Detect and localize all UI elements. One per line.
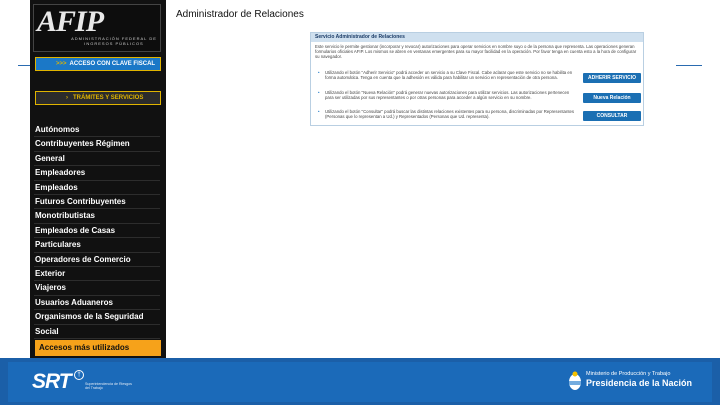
- nueva-relacion-button[interactable]: Nueva Relación: [583, 93, 641, 103]
- sidebar-item-usuarios-aduaneros[interactable]: Usuarios Aduaneros: [34, 296, 160, 310]
- row-nueva-relacion-text: • Utilizando el botón "Nueva Relación" podrá generar nuevas autorizaciones para utilizar servicios. Las autorizaciones pertenecen para ser utilizadas por sus representantes o por otras personas para acceder a algún servicio en su nombre.: [315, 90, 577, 100]
- ministerio-label: Ministerio de Producción y Trabajo: [586, 371, 671, 377]
- srt-subtitle: Superintendencia de Riesgos del Trabajo: [85, 382, 132, 391]
- afip-logo[interactable]: [33, 4, 161, 52]
- sidebar-item-empleados-casas[interactable]: Empleados de Casas: [34, 224, 160, 238]
- divider-line-right: [676, 65, 702, 66]
- sidebar-item-exterior[interactable]: Exterior: [34, 267, 160, 281]
- panel-intro: Este servicio le permite gestionar (incorporar y revocar) autorizaciones para operar servicios en nombre suyo o de la persona que representa. Las operaciones generan formularios oficiales AFIP. Los mismos se abren en ventanas emergentes para su mayor facilidad en la operación. Por favor tenga en cuenta esto a la hora de configurar su navegador.: [315, 44, 637, 60]
- footer-inner: [8, 362, 712, 402]
- srt-logo: SRT: [32, 370, 71, 393]
- sidebar-item-futuros-contribuyentes[interactable]: Futuros Contribuyentes: [34, 195, 160, 209]
- sidebar-menu: [34, 123, 160, 339]
- panel-header: Servicio Administrador de Relaciones: [311, 33, 643, 42]
- sidebar-item-viajeros[interactable]: Viajeros: [34, 281, 160, 295]
- row-adherir: [315, 70, 641, 80]
- sidebar-item-organismos-seguridad[interactable]: Organismos de la Seguridad: [34, 310, 160, 324]
- sidebar-item-contribuyentes-regimen[interactable]: Contribuyentes Régimen: [34, 137, 160, 151]
- sidebar-item-operadores-comercio[interactable]: Operadores de Comercio: [34, 253, 160, 267]
- sidebar-item-autonomos[interactable]: Autónomos: [34, 123, 160, 137]
- afip-logo-mark: AFIP: [37, 5, 104, 38]
- arrows-icon: >>>: [56, 61, 67, 67]
- afip-logo-subtitle: ADMINISTRACIÓN FEDERAL DE INGRESOS PÚBLICOS: [71, 36, 157, 46]
- row-nueva-relacion: [315, 90, 641, 100]
- adherir-servicio-button[interactable]: ADHERIR SERVICIO: [583, 73, 641, 83]
- tramites-label: TRÁMITES Y SERVICIOS: [73, 95, 144, 101]
- presidencia-label: Presidencia de la Nación: [586, 378, 693, 388]
- sidebar-item-empleados[interactable]: Empleados: [34, 181, 160, 195]
- sidebar-item-monotributistas[interactable]: Monotributistas: [34, 209, 160, 223]
- chevron-right-icon: ›: [66, 95, 68, 101]
- clave-fiscal-button[interactable]: [35, 57, 161, 71]
- page-title: Administrador de Relaciones: [176, 9, 304, 20]
- sidebar-item-social[interactable]: Social: [34, 325, 160, 339]
- sidebar: [30, 0, 166, 362]
- cross-icon: †: [74, 370, 84, 380]
- sidebar-item-general[interactable]: General: [34, 152, 160, 166]
- row-adherir-text: • Utilizando el botón "Adherir Servicio" podrá acceder un servicio a su Clave Fiscal. Cabe aclarar que este servicio no se habilita en forma automática. Tenga en cuenta que la adhesión es válida para habilitar un servicio en representación de otra persona.: [315, 70, 577, 80]
- row-consultar-text: • Utilizando el botón "Consultar" podrá buscar las distintas relaciones existentes para su persona, discriminadas por Representantes (Personas que lo representan a Ud.) y Representados (Personas que Ud. representa).: [315, 109, 577, 119]
- footer-banner: [0, 358, 720, 405]
- tramites-servicios-button[interactable]: [35, 91, 161, 105]
- sidebar-item-empleadores[interactable]: Empleadores: [34, 166, 160, 180]
- row-consultar: [315, 109, 641, 119]
- consultar-button[interactable]: CONSULTAR: [583, 111, 641, 121]
- service-panel: [310, 32, 644, 126]
- clave-fiscal-label: ACCESO CON CLAVE FISCAL: [69, 61, 156, 67]
- accesos-mas-utilizados[interactable]: Accesos más utilizados: [35, 340, 161, 356]
- argentina-crest-icon: [568, 370, 582, 392]
- sidebar-item-particulares[interactable]: Particulares: [34, 238, 160, 252]
